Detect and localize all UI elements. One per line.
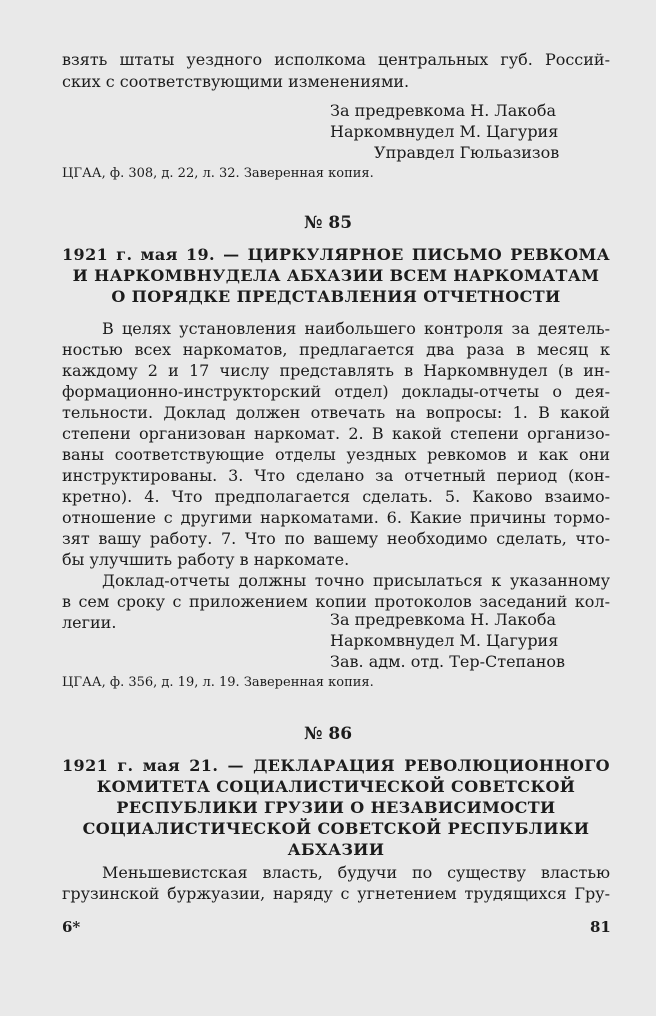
body-line: грузинской буржуазии, наряду с угнетением трудящихся Гру- <box>62 884 610 903</box>
body-line: инструктированы. 3. Что сделано за отчетный период (кон- <box>62 466 610 485</box>
document-heading: РЕСПУБЛИКИ ГРУЗИИ О НЕЗАВИСИМОСТИ <box>116 798 556 817</box>
archive-source: ЦГАА, ф. 356, д. 19, л. 19. Заверенная копия. <box>62 675 374 690</box>
archive-source: ЦГАА, ф. 308, д. 22, л. 32. Заверенная копия. <box>62 166 374 181</box>
document-heading: АБХАЗИИ <box>287 840 385 859</box>
document-heading: КОМИТЕТА СОЦИАЛИСТИЧЕСКОЙ СОВЕТСКОЙ <box>96 777 576 796</box>
signature-line: Управдел Гюльазизов <box>374 143 560 162</box>
document-heading: СОЦИАЛИСТИЧЕСКОЙ СОВЕТСКОЙ РЕСПУБЛИКИ <box>82 819 590 838</box>
document-number: № 85 <box>303 213 353 233</box>
body-line: ностью всех наркоматов, предлагается два раза в месяц к <box>62 340 610 359</box>
body-line: зят вашу работу. 7. Что по вашему необходимо сделать, что- <box>62 529 610 548</box>
document-heading: И НАРКОМВНУДЕЛА АБХАЗИИ ВСЕМ НАРКОМАТАМ <box>72 266 600 285</box>
body-line: степени организован наркомат. 2. В какой степени организо- <box>62 424 610 443</box>
body-line: Доклад-отчеты должны точно присылаться к указанному <box>102 571 610 590</box>
body-line: кретно). 4. Что предполагается сделать. 5. Каково взаимо- <box>62 487 610 506</box>
signature-line: Наркомвнудел М. Цагурия <box>330 122 559 141</box>
page-number: 81 <box>590 918 611 936</box>
signature-mark: 6* <box>62 918 81 936</box>
intro-line: взять штаты уездного исполкома центральных губ. Россий- <box>62 50 610 69</box>
document-number: № 86 <box>303 724 353 744</box>
body-line: тельности. Доклад должен отвечать на вопросы: 1. В какой <box>62 403 610 422</box>
document-heading: 1921 г. мая 19. — ЦИРКУЛЯРНОЕ ПИСЬМО РЕВКОМА <box>62 245 610 264</box>
signature-line: За предревкома Н. Лакоба <box>330 610 557 629</box>
body-line: в сем сроку с приложением копии протоколов заседаний кол- <box>62 592 610 611</box>
document-heading: 1921 г. мая 21. — ДЕКЛАРАЦИЯ РЕВОЛЮЦИОННОГО <box>62 756 610 775</box>
body-line: каждому 2 и 17 числу представлять в Наркомвнудел (в ин- <box>62 361 610 380</box>
body-line: отношение с другими наркоматами. 6. Какие причины тормо- <box>62 508 610 527</box>
document-heading: О ПОРЯДКЕ ПРЕДСТАВЛЕНИЯ ОТЧЕТНОСТИ <box>111 287 561 306</box>
signature-line: Зав. адм. отд. Тер-Степанов <box>330 652 566 671</box>
body-line: Меньшевистская власть, будучи по существу властью <box>102 863 610 882</box>
body-line: ваны соответствующие отделы уездных ревкомов и как они <box>62 445 610 464</box>
intro-line: ских с соответствующими изменениями. <box>62 72 410 91</box>
signature-line: За предревкома Н. Лакоба <box>330 101 557 120</box>
body-line: легии. <box>62 613 117 632</box>
body-line: формационно-инструкторский отдел) доклады-отчеты о дея- <box>62 382 610 401</box>
signature-line: Наркомвнудел М. Цагурия <box>330 631 559 650</box>
body-line: бы улучшить работу в наркомате. <box>62 550 350 569</box>
body-line: В целях установления наибольшего контроля за деятель- <box>102 319 610 338</box>
